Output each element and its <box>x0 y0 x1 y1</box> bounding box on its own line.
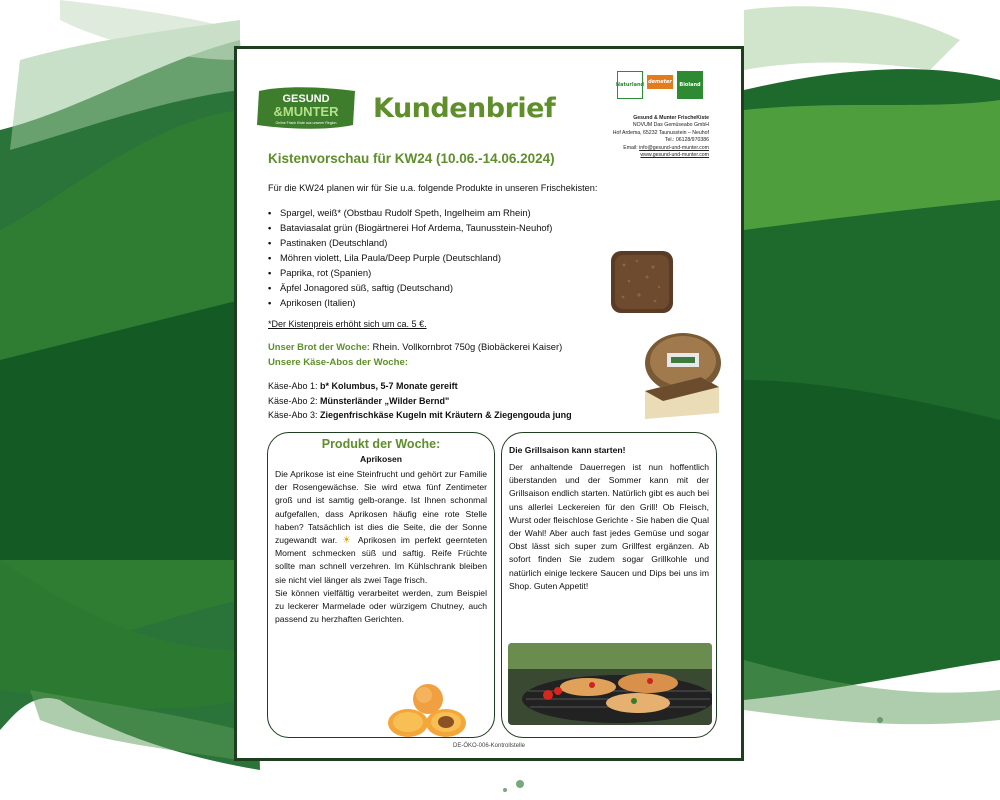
svg-text:Online Frisch Kiste aus unsere: Online Frisch Kiste aus unserer Region <box>275 121 337 125</box>
price-note: *Der Kistenpreis erhöht sich um ca. 5 €. <box>268 319 427 329</box>
list-item: • Aprikosen (Italien) <box>268 297 356 308</box>
list-item: • Spargel, weiß* (Obstbau Rudolf Speth, Ingelheim am Rhein) <box>268 207 531 218</box>
cheese-heading: Unsere Käse-Abos der Woche: <box>268 357 409 368</box>
company-address <box>559 115 709 159</box>
apricot-image <box>386 681 470 739</box>
list-item: • Pastinaken (Deutschland) <box>268 237 388 248</box>
cheese-list <box>268 379 572 423</box>
demeter-logo: demeter <box>647 75 673 89</box>
product-of-week-title: Produkt der Woche: <box>321 437 441 451</box>
bread-value: Rhein. Vollkornbrot 750g (Biobäckerei Kaiser) <box>372 341 563 352</box>
gesund-munter-logo <box>255 85 357 131</box>
bread-of-week <box>268 341 562 352</box>
list-item: Käse-Abo 2: Münsterländer „Wilder Bernd" <box>268 395 450 406</box>
list-item: • Möhren violett, Lila Paula/Deep Purple (Deutschland) <box>268 252 501 263</box>
address-line: Hof Ardema, 65232 Taunusstein – Neuhof <box>612 129 709 136</box>
page-title: Kundenbrief <box>373 93 556 124</box>
svg-text:GESUND: GESUND <box>282 93 330 105</box>
bioland-logo: Bioland <box>677 71 703 99</box>
bread-image <box>609 247 675 317</box>
svg-text:&MUNTER: &MUNTER <box>273 104 339 119</box>
product-of-week-name: Aprikosen <box>359 454 403 464</box>
company-name: Gesund & Munter FrischeKiste <box>633 115 709 121</box>
list-item: • Paprika, rot (Spanien) <box>268 267 372 278</box>
address-line: NOVUM Das Gemüseabo GmbH <box>632 122 709 129</box>
box-preview-heading: Kistenvorschau für KW24 (10.06.-14.06.2024) <box>268 151 555 166</box>
list-item: Käse-Abo 3: Ziegenfrischkäse Kugeln mit Kräutern & Ziegengouda jung <box>268 410 572 420</box>
grill-image <box>508 643 712 725</box>
list-item: Käse-Abo 1: b* Kolumbus, 5-7 Monate gereift <box>268 381 458 391</box>
list-item: • Bataviasalat grün (Biogärtnerei Hof Ardema, Taunusstein-Neuhof) <box>268 222 553 233</box>
list-item: • Äpfel Jonagored süß, saftig (Deutschand) <box>268 282 454 293</box>
naturland-logo: Naturland <box>617 71 643 99</box>
website-link[interactable]: www.gesund-und-munter.com <box>640 152 709 159</box>
sun-icon: ☀ <box>342 535 354 547</box>
cheese-image <box>641 331 723 421</box>
email-label: Email: <box>623 144 638 151</box>
grill-season-title: Die Grillsaison kann starten! <box>509 445 626 455</box>
certification-logos <box>617 71 703 99</box>
phone-number: Tel.: 06128/970386 <box>664 137 709 144</box>
bread-label: Unser Brot der Woche: <box>268 341 370 352</box>
intro-text: Für die KW24 planen wir für Sie u.a. folgende Produkte in unseren Frischekisten: <box>268 183 598 193</box>
email-link[interactable]: info@gesund-und-munter.com <box>639 144 709 151</box>
product-of-week-text: Die Aprikose ist eine Steinfrucht und gehört zur Familie der Rosengewächse. Sie wird etwa fünf Zentimeter groß und ist samtig gelb-orange. Ist Ihnen schonmal aufgefallen, dass Aprikosen häufig eine rote Stelle haben? Tatsächlich ist dies die Seite, die der Sonne zugewandt war. ☀ Aprikosen im perfekt geernteten Moment schmecken süß und saftig. Reife Früchte sollte man schnell verzehren. Im Kühlschrank bleiben sie nicht viel länger als zwei Tage frisch. Sie können vielfältig verarbeitet werden, zum Beispiel zu leckerer Marmelade oder würzigem Chutney, auch passend zu herzhaften Gerichten. <box>275 469 487 625</box>
grill-season-box <box>501 432 717 738</box>
product-of-week-box <box>267 432 495 738</box>
product-list <box>268 205 552 310</box>
grill-season-text: Der anhaltende Dauerregen ist nun hoffentlich überstanden und der Sommer kann mit der Grillsaison endlich starten. Natürlich gibt es auch bei uns allerlei Leckereien für den Grill! Ob Fleisch, Wurst oder fleischlose Gerichte - Sie haben die Qual der Wahl! Aber auch fast jedes Gemüse und sogar Obst lässt sich super zum Grillfest ergänzen. Ab sofort finden Sie zudem sogar Grillkohle und natürlich einige leckere Saucen und Dips bei uns im Shop. Guten Appetit! <box>509 462 709 591</box>
footer-control-number: DE-ÖKO-006-Kontrollstelle <box>452 743 526 749</box>
customer-letter-sheet <box>234 46 744 761</box>
